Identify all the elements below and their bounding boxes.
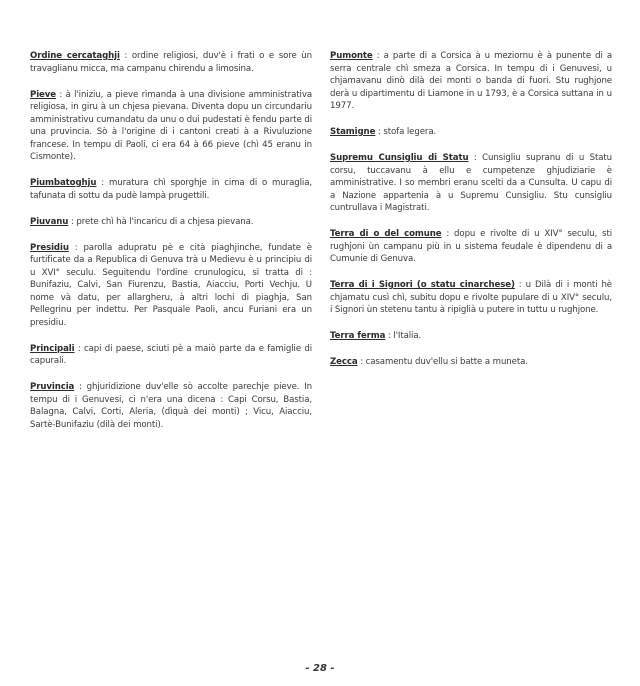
glossary-term: Pumonte xyxy=(330,51,373,61)
glossary-term: Terra di o del comune xyxy=(330,229,442,239)
glossary-definition: : dopu e rivolte di u XIV° seculu, sti rughjoni ùn campanu più in u sistema feudale è dipendenu di a Cumunie di Genuva. xyxy=(330,229,612,264)
glossary-term: Principali xyxy=(30,343,75,354)
glossary-term: Zecca xyxy=(330,357,358,367)
glossary-entry xyxy=(330,330,612,343)
glossary-entry xyxy=(330,279,612,317)
glossary-entry xyxy=(30,343,312,368)
glossary-entry xyxy=(30,381,312,431)
glossary-definition: : stofa legera. xyxy=(375,127,437,137)
glossary-definition: : capi di paese, sciuti pè a maiò parte da e famiglie di capurali. xyxy=(30,343,312,366)
glossary-term: Presidiu xyxy=(30,242,69,253)
glossary-term: Piumbatoghju xyxy=(30,178,97,188)
glossary-definition: : à l'iniziu, a pieve rimanda à una divisione amministrativa religiosa, in giru à un chjesa pievana. Diventa dopu un circundariu amministrativu cumandatu da unu o dui pudestati è fendu parte di una pruvincia. Sò à l'origine di i cantoni creati à a Rivuluzione francese. In tempu di Paoli, ci era 64 à 66 pieve (chì 45 eranu in Cismonte). xyxy=(30,89,312,162)
glossary-term: Piuvanu xyxy=(30,216,69,227)
glossary-term: Stamigne xyxy=(330,127,376,137)
glossary-definition: : l'Italia. xyxy=(385,331,422,341)
glossary-term: Pruvincia xyxy=(30,382,75,392)
glossary-entry xyxy=(330,50,612,113)
glossary-entry xyxy=(330,126,612,139)
glossary-entry xyxy=(30,177,312,202)
glossary-definition: : ghjuridizione duv'elle sò accolte parechje pieve. In tempu di i Genuvesi, ci n'era una dicena : Capi Corsu, Bastia, Balagna, Calvi, Corti, Aleria, (dìquà dei monti) ; Vicu, Aiacciu, Sartè-Bunifaziu (dilà dei monti). xyxy=(30,382,312,430)
glossary-term: Supremu Cunsigliu di Statu xyxy=(330,153,469,163)
glossary-entry xyxy=(30,242,312,330)
glossary-term: Terra di i Signori (o statu cinarchese) xyxy=(330,280,515,290)
glossary-entry xyxy=(330,356,612,369)
glossary-definition: : a parte di a Corsica à u meziornu è à punente di a serra centrale chì smeza a Corsica. In tempu di i Genuvesi, u chjamavanu dinò dilà dei monti o banda di fuori. Stu rughjone derà u dipartimentu di Liamone in u 1793, è a Corsica suttana in u 1977. xyxy=(330,51,612,111)
glossary-term: Terra ferma xyxy=(330,331,386,341)
glossary-definition: : parolla adupratu pè e cità piaghjinche, fundate è furtificate da a Republica di Genuva trà u Medievu è u principiu di u XVI° seculu. Seguitendu l'ordine crunulogicu, si tratta di : Bunifaziu, Calvi, San Fiurenzu, Bastia, Aiacciu, Porti Vechju. U nome và datu, per allargheru, à altri lochi di piaghja, San Pellegrinu per indettu. Per Pasquale Paoli, ancu Furiani era un presidiu. xyxy=(30,242,312,328)
glossary-entry xyxy=(30,50,312,75)
glossary-entry xyxy=(30,216,312,229)
glossary-entry xyxy=(330,152,612,215)
page-number: - 28 - xyxy=(305,663,335,674)
right-column xyxy=(330,50,612,382)
glossary-definition: : Cunsigliu supranu di u Statu corsu, tuccavanu à ellu e cumpetenze ghjudiziarie è amministrative. I so membri eranu scelti da a Cunsulta. U capu di a Nazione appartenia à u Supremu Cunsigliu. Stu cunsigliu cuntrullava i Magistrati. xyxy=(330,153,612,213)
glossary-term: Pieve xyxy=(30,89,57,100)
glossary-definition: : muratura chì sporghje in cima di o muraglia, tafunata di sottu da pudè lampà prugettili. xyxy=(30,178,312,201)
glossary-entry xyxy=(30,89,312,164)
glossary-term: Ordine cercataghji xyxy=(30,51,120,61)
left-column xyxy=(30,50,312,445)
glossary-entry xyxy=(330,228,612,266)
glossary-definition: : u Dilà di i monti hè chjamatu cusì chì, subitu dopu e rivolte pupulare di u XIV° seculu, i Signori ùn stetenu tantu à ripiglià u putere in tuttu u rughjone. xyxy=(330,280,612,315)
glossary-definition: : prete chì hà l'incaricu di a chjesa pievana. xyxy=(68,216,254,227)
glossary-definition: : casamentu duv'ellu si batte a muneta. xyxy=(357,357,528,367)
glossary-definition: : ordine religiosi, duv'è i frati o e sore ùn travaglianu micca, ma campanu chirendu a limosina. xyxy=(30,51,312,74)
